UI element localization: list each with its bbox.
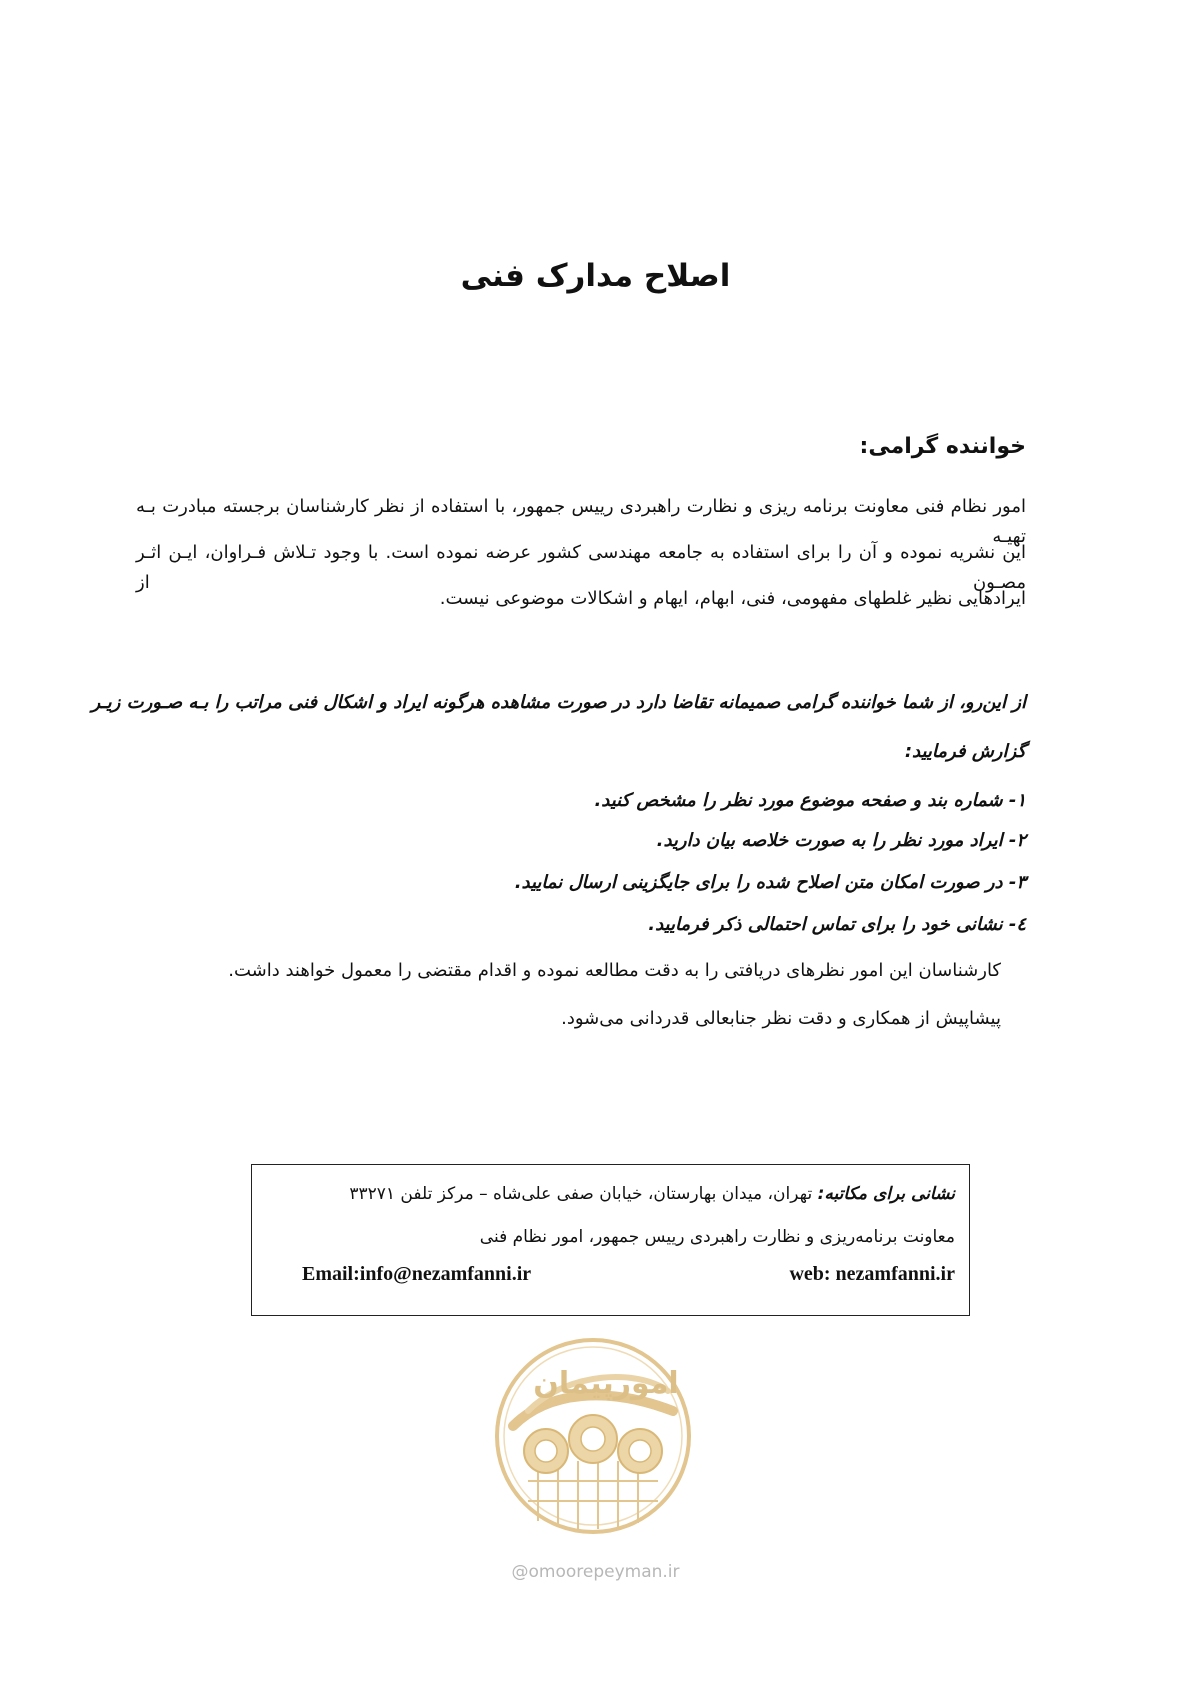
address-label: نشانی برای مکاتبه: — [817, 1184, 955, 1204]
email-link[interactable]: Email:info@nezamfanni.ir — [302, 1263, 532, 1285]
department-line: معاونت برنامه‌ریزی و نظارت راهبردی رییس جمهور، امور نظام فنی — [479, 1227, 955, 1247]
greeting-heading: خواننده گرامی: — [859, 434, 1026, 459]
step-item: ۲- ایراد مورد نظر را به صورت خلاصه بیان دارید. — [656, 830, 1026, 851]
address-box — [251, 1164, 970, 1316]
logo-emblem — [488, 1331, 698, 1541]
step-item: ۳- در صورت امکان متن اصلاح شده را برای جایگزینی ارسال نمایید. — [514, 872, 1026, 893]
logo-text: امورپیمان — [533, 1366, 679, 1401]
omoorepeyman-logo — [488, 1331, 698, 1541]
closing-line: پیشاپیش از همکاری و دقت نظر جنابعالی قدردانی می‌شود. — [561, 1008, 1001, 1029]
address-line — [349, 1181, 955, 1207]
request-line: گزارش فرمایید: — [904, 741, 1026, 762]
page-title: اصلاح مدارک فنی — [460, 258, 731, 294]
step-item: ۱- شماره بند و صفحه موضوع مورد نظر را مشخص کنید. — [594, 790, 1026, 811]
web-link[interactable]: web: nezamfanni.ir — [789, 1263, 955, 1285]
closing-line: کارشناسان این امور نظرهای دریافتی را به دقت مطالعه نموده و اقدام مقتضی را معمول خواهند داشت. — [228, 960, 1001, 981]
request-line: از این‌رو، از شما خواننده گرامی صمیمانه تقاضا دارد در صورت مشاهده هرگونه ایراد و اشکال فنی مراتب را بـه صـورت زیـر — [91, 692, 1026, 713]
intro-line: امور نظام فنی معاونت برنامه ریزی و نظارت راهبردی رییس جمهور، با استفاده از نظر کارشناسان برجسته مبادرت بـه تهیـه — [136, 496, 1026, 547]
step-item: ٤- نشانی خود را برای تماس احتمالی ذکر فرمایید. — [648, 914, 1026, 935]
intro-line: این نشریه نموده و آن را برای استفاده به جامعه مهندسی کشور عرضه نموده است. با وجود تـلاش فـراوان، ایـن اثـر مصـون از — [136, 542, 1026, 593]
watermark: @omoorepeyman.ir — [511, 1562, 680, 1582]
address-text: تهران، میدان بهارستان، خیابان صفی علی‌شاه – مرکز تلفن ۳۳۲۷۱ — [349, 1184, 818, 1204]
intro-line: ایرادهایی نظیر غلطهای مفهومی، فنی، ابهام، ایهام و اشکالات موضوعی نیست. — [439, 588, 1026, 609]
